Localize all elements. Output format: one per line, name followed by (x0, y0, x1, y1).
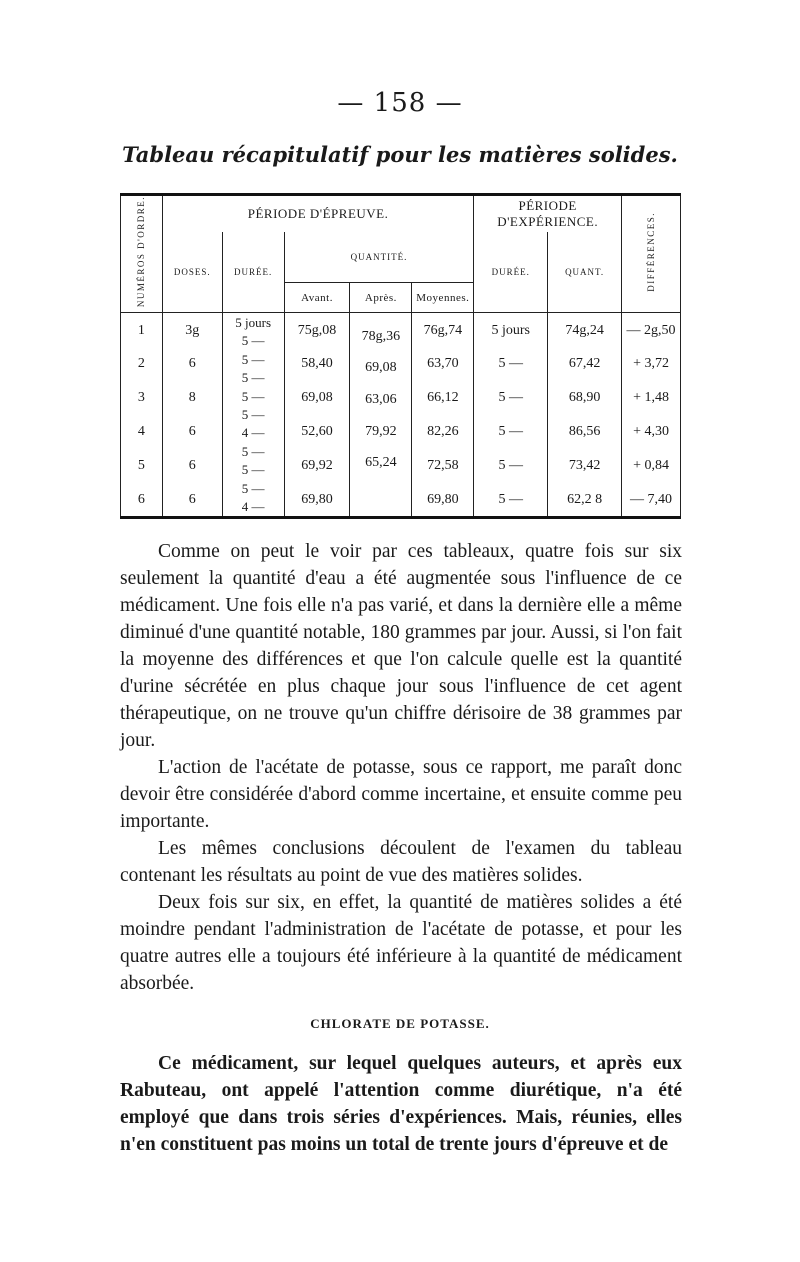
col-duree-2: 5 jours 5 — 5 — 5 — 5 — 5 — (474, 313, 548, 516)
paragraph: Ce médicament, sur lequel quelques auteurs, et après eux Rabuteau, ont appelé l'attention comme diurétique, n'a été employé que dans trois séries d'expériences. Mais, réunies, elles n'en constituent pas moins un total de trente jours d'épreuve et de (120, 1053, 682, 1155)
paragraph: Deux fois sur six, en effet, la quantité de matières solides a été moindre pendant l'administration de l'acétate de potasse, et pour les quatre autres elle a toujours été inférieure à la quantité de médicament absorbée. (120, 892, 682, 994)
paragraph: L'action de l'acétate de potasse, sous ce rapport, me paraît donc devoir être considérée d'abord comme incertaine, et ensuite comme peu importante. (120, 757, 682, 832)
section-heading: CHLORATE DE POTASSE. (310, 1016, 490, 1031)
header-avant: Avant. (284, 283, 350, 313)
paragraph: Les mêmes conclusions découlent de l'examen du tableau contenant les résultats au point de vue des matières solides. (120, 838, 682, 886)
col-avant: 75g,08 58,40 69,08 52,60 69,92 69,80 (284, 313, 350, 516)
header-numero: NUMÉROS D'ORDRE. (121, 196, 163, 313)
col-apres: 78g,36 69,08 63,06 79,92 65,24 (350, 313, 412, 516)
col-differences: — 2g,50 + 3,72 + 1,48 + 4,30 + 0,84 — 7,40 (622, 313, 681, 516)
col-duree: 5 jours 5 — 5 — 5 — 5 — 5 — 4 — 5 — 5 — 5 — 4 — (222, 313, 284, 516)
header-quantite: QUANTITÉ. (284, 232, 474, 283)
col-quant: 74g,24 67,42 68,90 86,56 73,42 62,2 8 (548, 313, 622, 516)
header-quant: QUANT. (548, 232, 622, 313)
col-moyennes: 76g,74 63,70 66,12 82,26 72,58 69,80 (412, 313, 474, 516)
header-moyennes: Moyennes. (412, 283, 474, 313)
final-text (120, 1050, 682, 1158)
header-duree: DURÉE. (222, 232, 284, 313)
table-caption: Tableau récapitulatif pour les matières solides. (122, 142, 678, 167)
col-doses: 3g 6 8 6 6 6 (162, 313, 222, 516)
body-text (120, 538, 682, 997)
header-differences: DIFFÉRENCES. (622, 196, 681, 313)
header-doses: DOSES. (162, 232, 222, 313)
paragraph: Comme on peut le voir par ces tableaux, quatre fois sur six seulement la quantité d'eau a été augmentée sous l'influence de ce médicament. Une fois elle n'a pas varié, et dans la dernière elle a même diminué d'une quantité notable, 180 grammes par jour. Aussi, si l'on fait la moyenne des différences et que l'on calcule quelle est la quantité d'urine sécrétée en plus chaque jour sous l'influence de cet agent thérapeutique, on ne trouve qu'un chiffre dérisoire de 38 grammes par jour. (120, 541, 682, 751)
col-numero: 1 2 3 4 5 6 (121, 313, 163, 516)
header-duree-2: DURÉE. (474, 232, 548, 313)
page-number: — 158 — (337, 88, 463, 118)
header-periode-experience: PÉRIODE D'EXPÉRIENCE. (474, 196, 622, 232)
recap-table (120, 193, 681, 519)
header-apres: Après. (350, 283, 412, 313)
header-periode-epreuve: PÉRIODE D'ÉPREUVE. (162, 196, 473, 232)
